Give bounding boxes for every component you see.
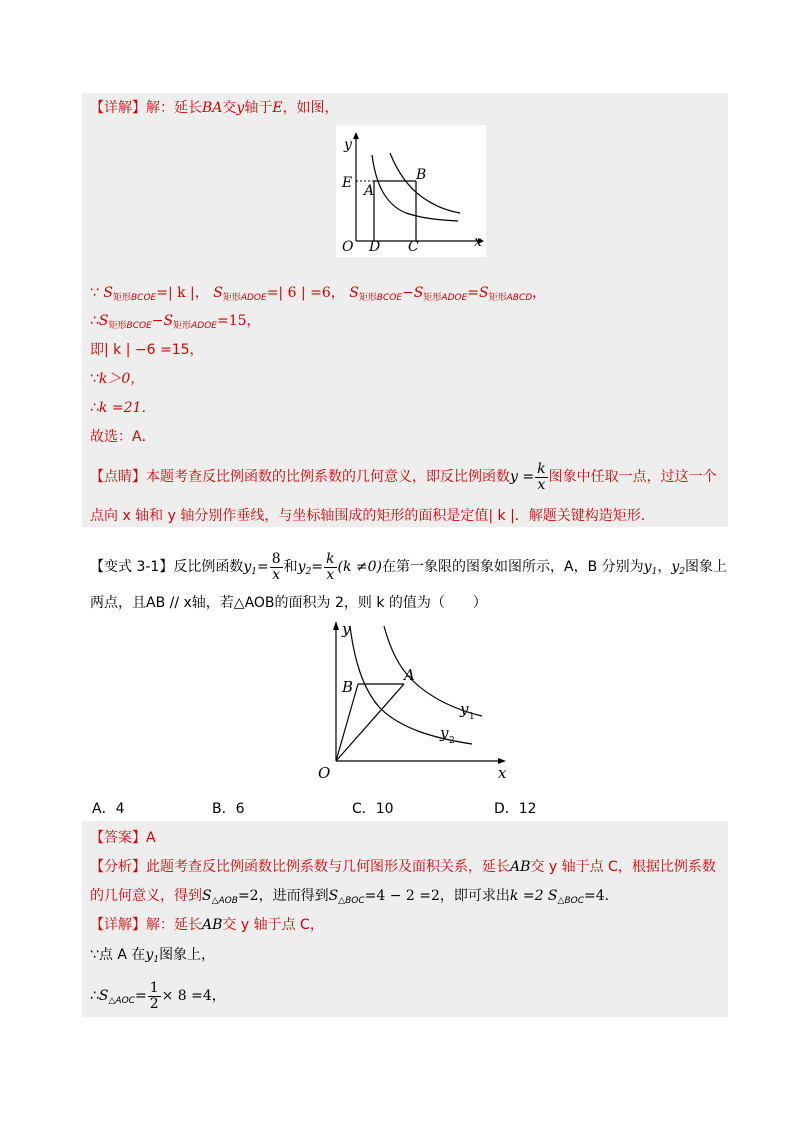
step-line-7: $\therefore S_{\triangle AOC}=$ $\frac{1}{2}$ × 8 =4， [90, 979, 226, 1012]
fig1-d-label: D [369, 239, 381, 255]
fraction-8-over-x: $\frac{8}{x}$ [271, 550, 281, 583]
comment-line-1: 【点睛】本题考查反比例函数的比例系数的几何意义，即反比例函数y = $\frac{k}{x}$ 图象中任取一点，过这一个 [90, 460, 717, 493]
fig2-y2-sub: 2 [449, 736, 455, 746]
figure-1 [336, 125, 486, 257]
variant-tag: 【变式 3-1】 [90, 559, 174, 575]
fig1-c-label: C [408, 239, 419, 255]
detail-tag: 【详解】 [90, 100, 146, 116]
choice-line-1: 故选：A． [90, 429, 156, 445]
fig1-b-label: B [416, 167, 427, 183]
comment-tag: 【点睛】 [90, 469, 146, 485]
step-line-4: ∵k＞0， [90, 371, 145, 387]
option-c: C．10 [352, 801, 394, 817]
fig2-b-label: B [342, 678, 354, 696]
fig1-x-label: x [474, 234, 482, 250]
step-line-1: ∵ $S_{矩形BCOE}=|$ k |， $S_{矩形ADOE}=|$ 6 | =6， $S_{矩形BCOE}-S_{矩形ADOE}=S_{矩形ABCD}$， [90, 285, 547, 303]
variant-line-1: 【变式 3-1】反比例函数$y_1=$ $\frac{8}{x}$ 和$y_2=$ $\frac{k}{x}$ (k ≠0)在第一象限的图象如图所示，A，B 分别为$y_1$，$y_2$图象上 [90, 550, 727, 583]
analysis-tag: 【分析】 [90, 859, 146, 875]
option-d: D．12 [494, 801, 537, 817]
analysis-line-2: 的几何意义，得到$S_{\triangle AOB}=2$，进而得到$S_{\triangle BOC}=4 - 2 =2$，即可求出k =2 $S_{\triangle BOC}=4$． [90, 888, 619, 906]
option-b: B．6 [212, 801, 245, 817]
fig1-a-label: A [364, 183, 375, 199]
detail-line-1: 【详解】解：延长BA交y轴于E，如图， [90, 100, 339, 116]
fraction-1-over-2: $\frac{1}{2}$ [149, 979, 159, 1012]
fig2-y1-label: y [460, 700, 469, 718]
answer-tag: 【答案】 [90, 830, 146, 846]
fig2-o-label: O [318, 764, 331, 782]
fig2-x-label: x [498, 764, 507, 782]
fig2-y1-sub: 1 [469, 712, 475, 722]
figure-2 [316, 618, 512, 782]
fig2-y-label: y [342, 620, 351, 638]
fraction-k-over-x: $\frac{k}{x}$ [537, 460, 546, 493]
fig2-a-label: A [404, 666, 415, 684]
option-a: A．4 [92, 801, 125, 817]
fig1-o-label: O [342, 239, 354, 255]
answer-line: 【答案】A [90, 830, 156, 846]
fig2-y2-label: y [440, 724, 449, 742]
analysis-line-1: 【分析】此题考查反比例函数比例系数与几何图形及面积关系，延长AB交 y 轴于点 C，根据比例系数 [90, 859, 716, 875]
detail-line-2: 【详解】解：延长AB交 y 轴于点 C， [90, 917, 324, 933]
step-line-3: 即| k | −6 =15， [90, 342, 204, 358]
step-line-2: $\therefore S_{矩形BCOE}-S_{矩形ADOE}=15$， [90, 313, 261, 331]
fraction-k-over-x-2: $\frac{k}{x}$ [326, 550, 335, 583]
variant-line-2: 两点，且AB // x轴，若△AOB的面积为 2，则 k 的值为（ ） [90, 595, 487, 611]
detail-tag-2: 【详解】 [90, 917, 146, 933]
fig1-y-label: y [344, 137, 352, 153]
fig1-e-label: E [342, 175, 353, 191]
comment-line-2: 点向 x 轴和 y 轴分别作垂线，与坐标轴围成的矩形的面积是定值| k |．解题关键构造矩形． [90, 508, 655, 524]
step-line-6: ∵点 A 在$y_1$图象上， [90, 947, 216, 965]
step-line-5: ∴k =21． [90, 400, 156, 416]
